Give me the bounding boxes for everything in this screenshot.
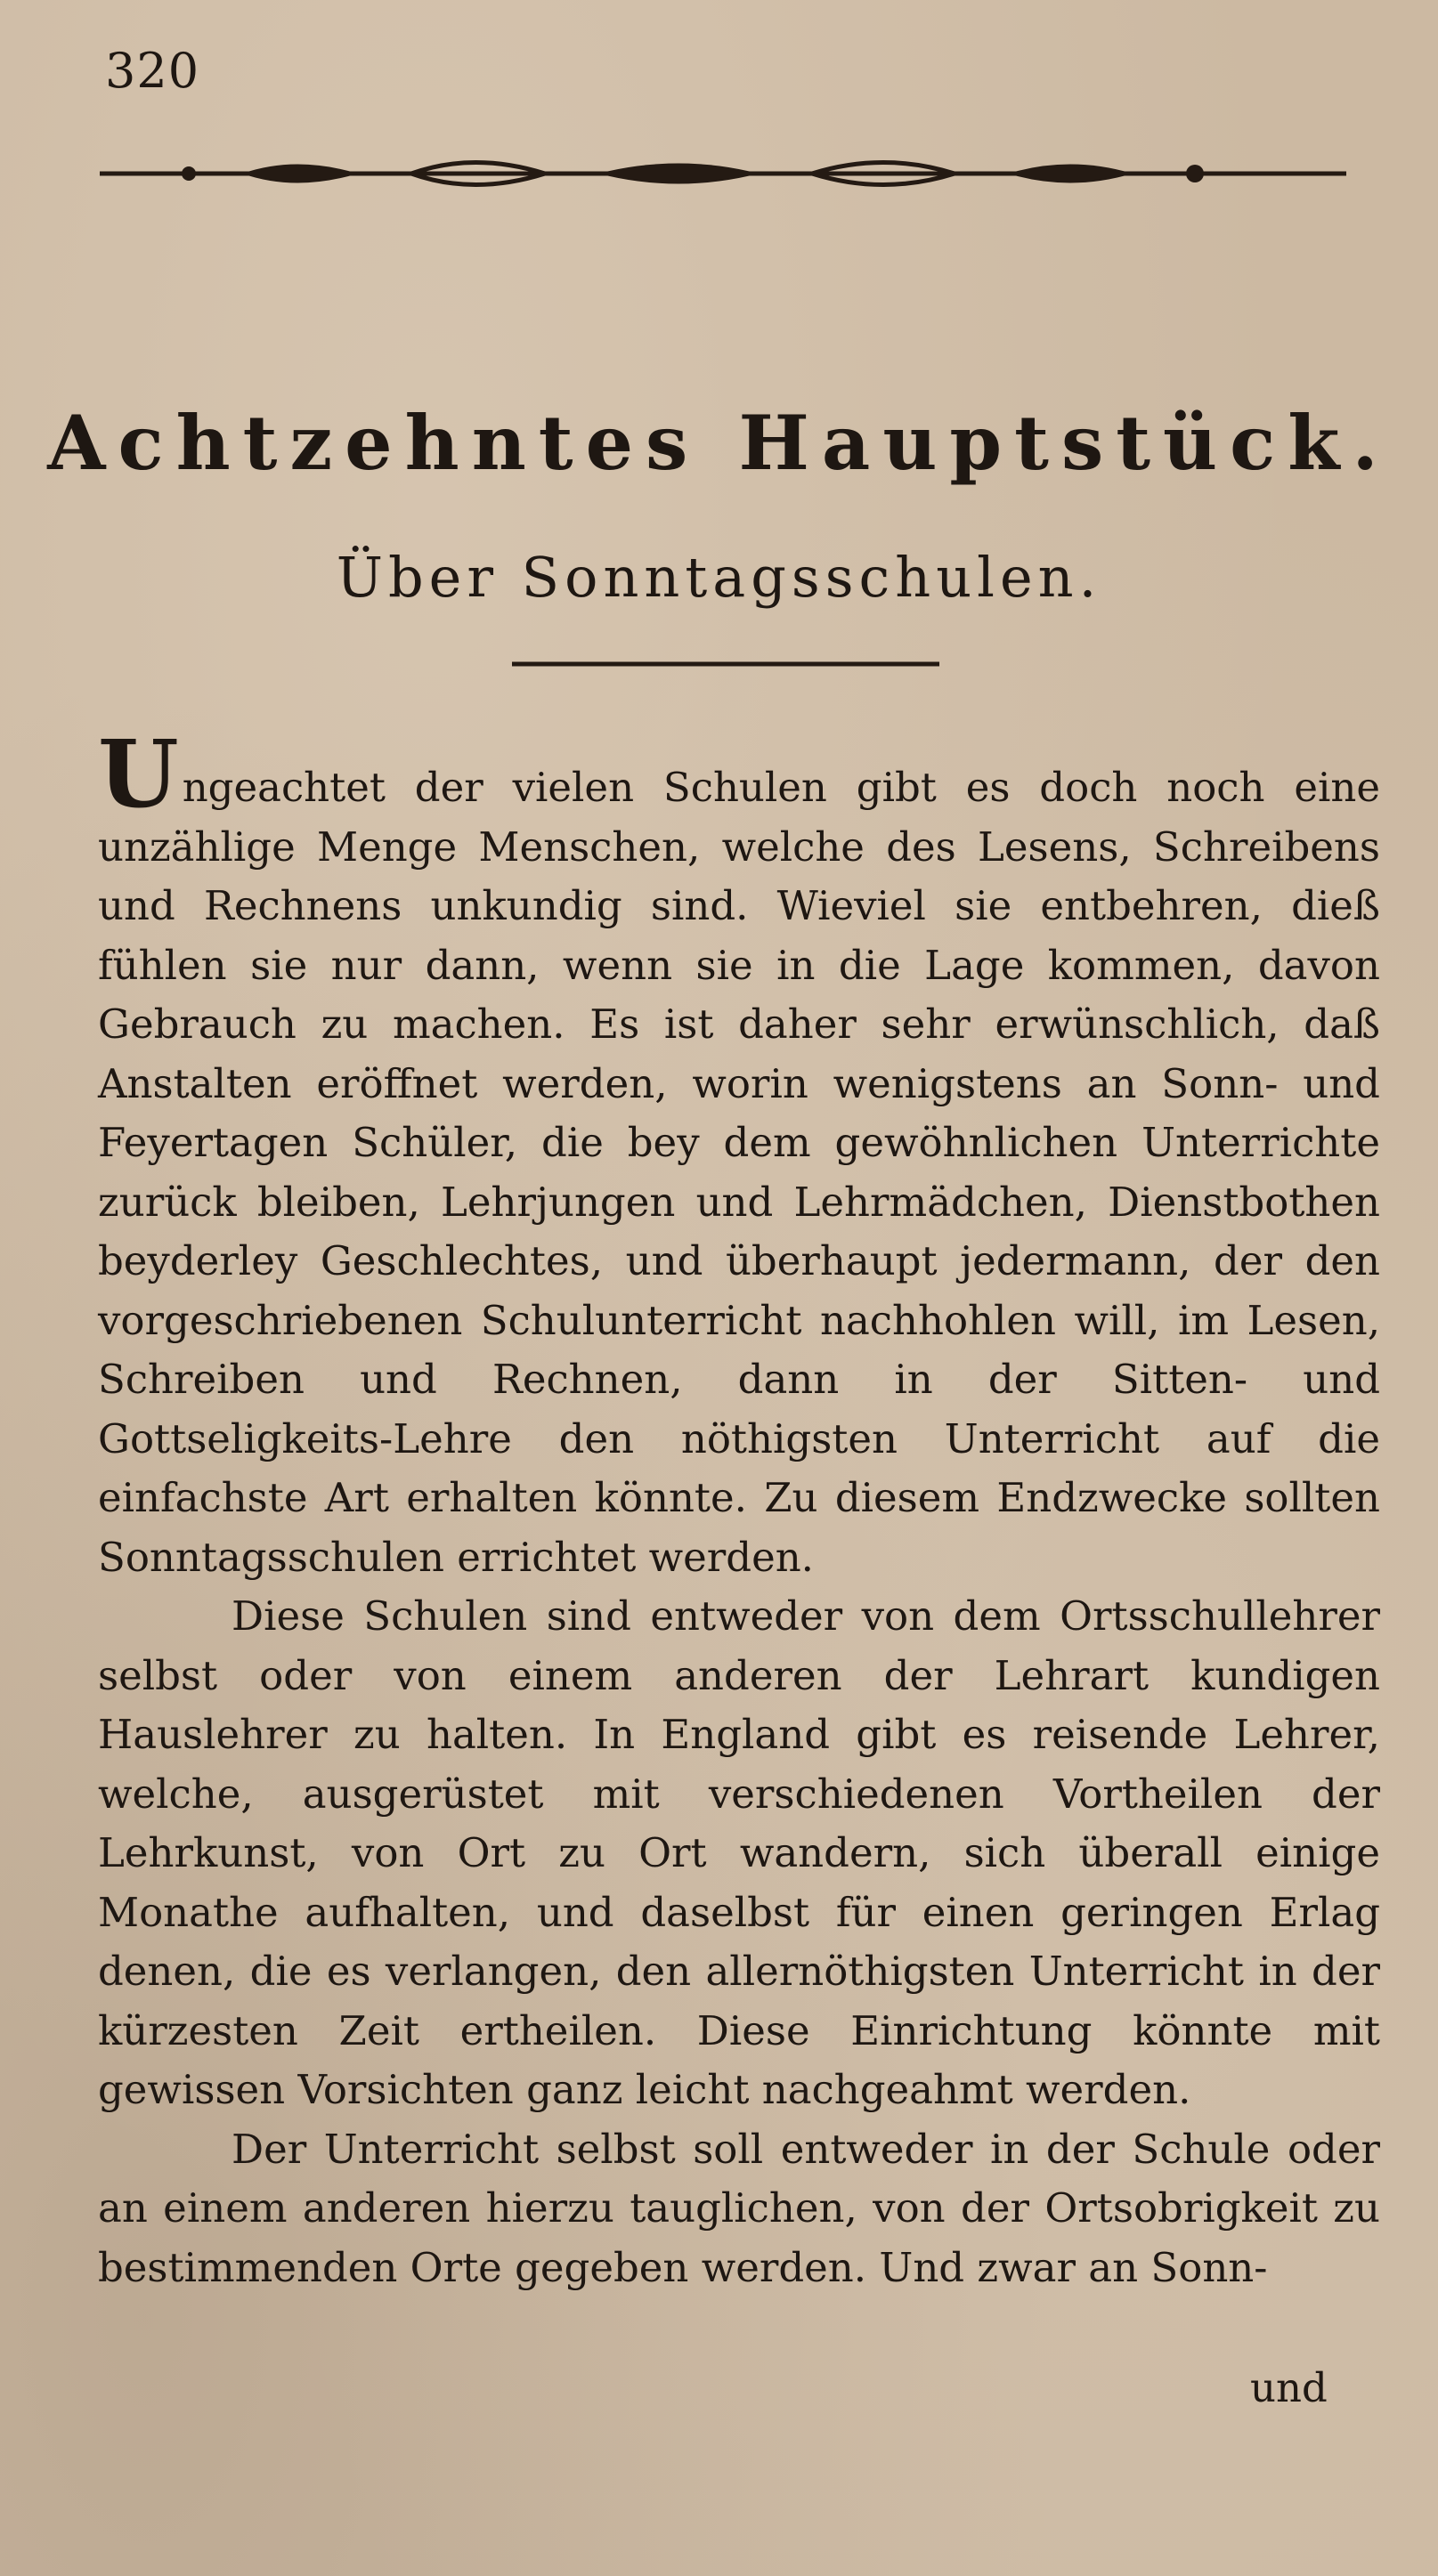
chapter-subtitle: Über Sonntagsschulen.	[336, 545, 1102, 610]
chapter-title: Achtzehntes Hauptstück.	[47, 399, 1391, 487]
title-divider	[512, 660, 939, 668]
paragraph-2: Diese Schulen sind entweder von dem Ortsschullehrer selbst oder von einem anderen der Lehrart kundigen Hauslehrer zu halten. In England gibt es reisende Lehrer, welche, ausgerüstet mit verschiedenen Vortheilen der Lehrkunst, von Ort zu Ort wandern, sich überall einige Monathe aufhalten, und daselbst für einen geringen Erlag denen, die es verlangen, den allernöthigsten Unterricht in der kürzesten Zeit ertheilen. Diese Einrichtung könnte mit gewissen Vorsichten ganz leicht nachgeahmt werden.	[98, 1592, 1380, 2113]
paragraph-3: Der Unterricht selbst soll entweder in der Schule oder an einem anderen hierzu tauglichen, von der Ortsobrigkeit zu bestimmenden Orte gegeben werden. Und zwar an Sonn-	[98, 2125, 1380, 2291]
ornamental-rule	[100, 142, 1346, 205]
paragraph-1-text: ngeachtet der vielen Schulen gibt es doch noch eine unzählige Menge Menschen, welche des Lesens, Schreibens und Rechnens unkundig sind. Wieviel sie entbehren, dieß fühlen sie nur dann, wenn sie in die Lage kommen, davon Gebrauch zu machen. Es ist daher sehr erwünschlich, daß Anstalten eröffnet werden, worin wenigstens an Sonn- und Feyertagen Schüler, die bey dem gewöhnlichen Unterrichte zurück bleiben, Lehrjungen und Lehrmädchen, Dienstbothen beyderley Geschlechtes, und überhaupt jedermann, der den vorgeschriebenen Schulunterricht nachhohlen will, im Lesen, Schreiben und Rechnen, dann in der Sitten- und Gottseligkeits-Lehre den nöthigsten Unterricht auf die einfachste Art erhalten könnte. Zu diesem Endzwecke sollten Sonntagsschulen errichtet werden.	[98, 764, 1380, 1581]
drop-initial: U	[98, 719, 179, 829]
catchword: und	[1250, 2364, 1328, 2411]
page-number: 320	[105, 43, 200, 99]
paragraph-1	[98, 719, 1380, 1587]
body-text	[98, 719, 1380, 2297]
